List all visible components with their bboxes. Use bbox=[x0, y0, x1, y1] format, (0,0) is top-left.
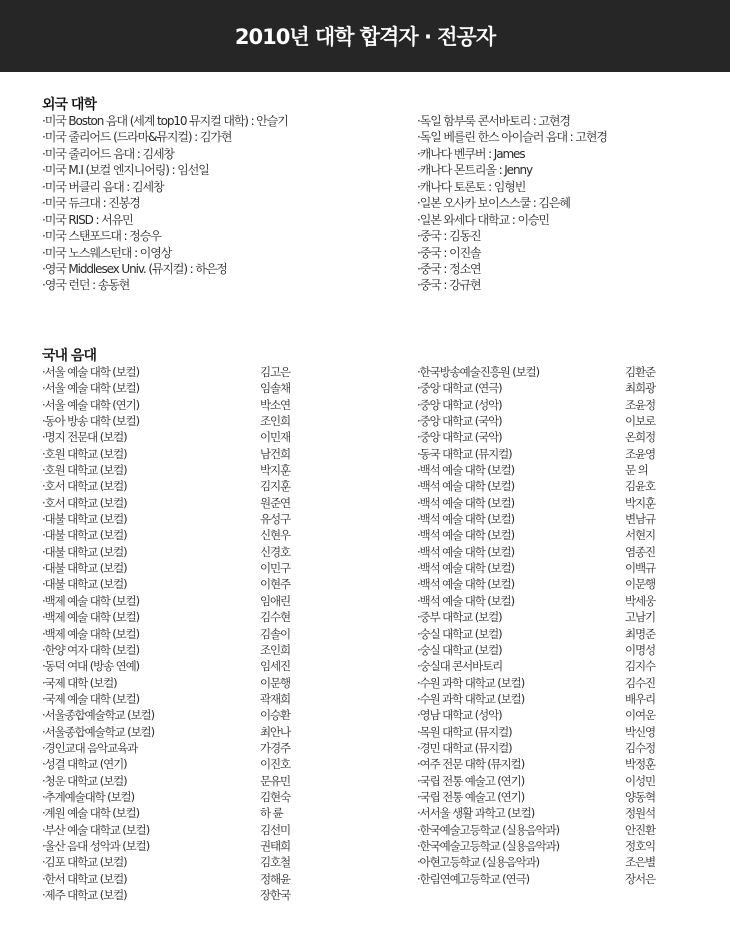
domestic-row bbox=[417, 560, 687, 576]
school-name: ·중앙 대학교 (연극) bbox=[417, 381, 502, 396]
domestic-row bbox=[42, 544, 312, 560]
student-name: 박세웅 bbox=[625, 593, 656, 608]
domestic-row bbox=[417, 609, 687, 625]
domestic-row bbox=[417, 822, 687, 838]
domestic-row bbox=[42, 871, 312, 887]
school-name: ·대불 대학교 (보컬) bbox=[42, 561, 127, 576]
student-name: 원준연 bbox=[260, 495, 291, 510]
foreign-school-item: ·중국 : 김동진 bbox=[417, 229, 481, 244]
student-name: 김고은 bbox=[260, 365, 291, 379]
domestic-row bbox=[417, 773, 687, 789]
school-name: ·호원 대학교 (보컬) bbox=[42, 446, 127, 461]
school-name: ·백석 예술 대학 (보컬) bbox=[417, 544, 515, 559]
school-name: ·국립 전통 예술고 (연기) bbox=[417, 789, 525, 804]
student-name: 최안나 bbox=[260, 724, 291, 739]
foreign-school-item: ·중국 : 정소연 bbox=[417, 261, 481, 276]
domestic-row bbox=[42, 707, 312, 723]
school-name: ·추계예술대학 (보컬) bbox=[42, 789, 134, 804]
student-name: 임솔채 bbox=[260, 381, 291, 396]
student-name: 김수진 bbox=[625, 675, 656, 690]
foreign-school-item: ·미국 듀크대 : 진봉경 bbox=[42, 196, 140, 211]
school-name: ·백석 예술 대학 (보컬) bbox=[417, 512, 515, 527]
student-name: 정원석 bbox=[625, 806, 656, 821]
domestic-row bbox=[42, 675, 312, 691]
student-name: 신경호 bbox=[260, 544, 291, 559]
domestic-row bbox=[42, 642, 312, 658]
foreign-school-item: ·캐나다 토론토 : 임형빈 bbox=[417, 179, 526, 194]
domestic-row bbox=[417, 397, 687, 413]
student-name: 정호익 bbox=[625, 838, 656, 853]
school-name: ·한국방송예술진흥원 (보컬) bbox=[417, 365, 539, 379]
student-name: 박정훈 bbox=[625, 757, 656, 772]
domestic-row bbox=[417, 364, 687, 380]
student-name: 배우리 bbox=[625, 691, 656, 706]
student-name: 남건희 bbox=[260, 446, 291, 461]
domestic-row bbox=[42, 609, 312, 625]
domestic-row bbox=[417, 446, 687, 462]
domestic-row bbox=[417, 593, 687, 609]
domestic-row bbox=[417, 871, 687, 887]
foreign-school-item: ·영국 런던 : 송동현 bbox=[42, 278, 130, 293]
student-name: 김수정 bbox=[625, 740, 656, 755]
domestic-row bbox=[417, 576, 687, 592]
domestic-row bbox=[42, 380, 312, 396]
domestic-row bbox=[42, 462, 312, 478]
student-name: 정해윤 bbox=[260, 871, 291, 886]
domestic-row bbox=[417, 642, 687, 658]
student-name: 곽재희 bbox=[260, 691, 291, 706]
student-name: 조은별 bbox=[625, 855, 656, 870]
student-name: 이백규 bbox=[625, 561, 656, 576]
domestic-row bbox=[417, 544, 687, 560]
student-name: 김지수 bbox=[625, 659, 656, 674]
domestic-row bbox=[417, 854, 687, 870]
student-name: 이민구 bbox=[260, 561, 291, 576]
school-name: ·백석 예술 대학 (보컬) bbox=[417, 593, 515, 608]
domestic-row bbox=[417, 462, 687, 478]
student-name: 이보로 bbox=[625, 414, 656, 429]
page-header bbox=[0, 0, 730, 72]
student-name: 박지훈 bbox=[260, 463, 291, 478]
school-name: ·한서 대학교 (보컬) bbox=[42, 871, 127, 886]
school-name: ·수원 과학 대학교 (보컬) bbox=[417, 675, 525, 690]
domestic-row bbox=[42, 626, 312, 642]
school-name: ·서울 예술 대학 (보컬) bbox=[42, 381, 140, 396]
domestic-row bbox=[417, 838, 687, 854]
student-name: 유성구 bbox=[260, 512, 291, 527]
student-name: 이승환 bbox=[260, 708, 291, 723]
domestic-row bbox=[42, 773, 312, 789]
school-name: ·국립 전통 예술고 (연기) bbox=[417, 773, 525, 788]
student-name: 박지훈 bbox=[625, 495, 656, 510]
foreign-school-item: ·독일 함부룩 콘서바토리 : 고현경 bbox=[417, 114, 570, 128]
domestic-row bbox=[42, 805, 312, 821]
student-name: 이문행 bbox=[260, 675, 291, 690]
school-name: ·대불 대학교 (보컬) bbox=[42, 577, 127, 592]
domestic-row bbox=[42, 822, 312, 838]
student-name: 변남규 bbox=[625, 512, 656, 527]
student-name: 권태희 bbox=[260, 838, 291, 853]
school-name: ·백석 예술 대학 (보컬) bbox=[417, 495, 515, 510]
school-name: ·명지 전문대 (보컬) bbox=[42, 430, 127, 445]
student-name: 최희광 bbox=[625, 381, 656, 396]
student-name: 가경주 bbox=[260, 740, 291, 755]
foreign-school-item: ·미국 버클리 음대 : 김세창 bbox=[42, 179, 164, 194]
school-name: ·중앙 대학교 (국악) bbox=[417, 430, 502, 445]
student-name: 김솔이 bbox=[260, 626, 291, 641]
student-name: 문유민 bbox=[260, 773, 291, 788]
student-name: 이민재 bbox=[260, 430, 291, 445]
school-name: ·숭실 대학교 (보컬) bbox=[417, 642, 502, 657]
school-name: ·호원 대학교 (보컬) bbox=[42, 463, 127, 478]
student-name: 이성민 bbox=[625, 773, 656, 788]
domestic-row bbox=[42, 511, 312, 527]
domestic-row bbox=[42, 756, 312, 772]
student-name: 이문행 bbox=[625, 577, 656, 592]
school-name: ·여주 전문 대학 (뮤지컬) bbox=[417, 757, 525, 772]
school-name: ·백석 예술 대학 (보컬) bbox=[417, 479, 515, 494]
school-name: ·서서울 생활 과학고 (보컬) bbox=[417, 806, 535, 821]
school-name: ·한양 여자 대학 (보컬) bbox=[42, 642, 140, 657]
domestic-row bbox=[42, 576, 312, 592]
school-name: ·대불 대학교 (보컬) bbox=[42, 528, 127, 543]
school-name: ·중앙 대학교 (성악) bbox=[417, 397, 502, 412]
school-name: ·서울종합예술학교 (보컬) bbox=[42, 708, 154, 723]
student-name: 임세진 bbox=[260, 659, 291, 674]
school-name: ·경인교대 음악교육과 bbox=[42, 740, 138, 755]
school-name: ·한국예술고등학교 (실용음악과) bbox=[417, 822, 559, 837]
student-name: 조윤영 bbox=[625, 446, 656, 461]
domestic-row bbox=[417, 691, 687, 707]
domestic-row bbox=[417, 511, 687, 527]
student-name: 서현지 bbox=[625, 528, 656, 543]
foreign-school-item: ·미국 RISD : 서유민 bbox=[42, 212, 133, 227]
foreign-school-item: ·일본 오사카 보이스스쿨 : 김은혜 bbox=[417, 196, 570, 211]
domestic-row bbox=[42, 724, 312, 740]
foreign-school-item: ·캐나다 몬트리올 : Jenny bbox=[417, 163, 532, 178]
domestic-row bbox=[417, 626, 687, 642]
school-name: ·김포 대학교 (보컬) bbox=[42, 855, 127, 870]
domestic-row bbox=[42, 560, 312, 576]
school-name: ·서울종합예술학교 (보컬) bbox=[42, 724, 154, 739]
domestic-row bbox=[417, 478, 687, 494]
domestic-row bbox=[42, 691, 312, 707]
domestic-row bbox=[42, 478, 312, 494]
student-name: 신현우 bbox=[260, 528, 291, 543]
domestic-row bbox=[42, 429, 312, 445]
domestic-row bbox=[42, 397, 312, 413]
student-name: 김현숙 bbox=[260, 789, 291, 804]
domestic-row bbox=[417, 789, 687, 805]
foreign-school-item: ·독일 베를린 한스 아이슬러 음대 : 고현경 bbox=[417, 130, 607, 145]
school-name: ·동덕 여대 (방송 연예) bbox=[42, 659, 140, 674]
domestic-row bbox=[417, 805, 687, 821]
foreign-list-left bbox=[42, 113, 402, 294]
student-name: 하 륜 bbox=[260, 806, 283, 821]
student-name: 장한국 bbox=[260, 888, 291, 902]
foreign-school-item: ·중국 : 이진솔 bbox=[417, 245, 481, 260]
school-name: ·성결 대학교 (연기) bbox=[42, 757, 127, 772]
foreign-list-right bbox=[417, 113, 717, 294]
school-name: ·숭실 대학교 (보컬) bbox=[417, 626, 502, 641]
school-name: ·호서 대학교 (보컬) bbox=[42, 479, 127, 494]
student-name: 김윤호 bbox=[625, 479, 656, 494]
domestic-row bbox=[417, 527, 687, 543]
domestic-row bbox=[417, 724, 687, 740]
student-name: 조인희 bbox=[260, 642, 291, 657]
domestic-row bbox=[42, 658, 312, 674]
domestic-section-title: 국내 음대 bbox=[42, 348, 96, 364]
school-name: ·경민 대학교 (뮤지컬) bbox=[417, 740, 512, 755]
student-name: 이명성 bbox=[625, 642, 656, 657]
page-title: 2010년 대학 합격자 · 전공자 bbox=[234, 25, 496, 49]
school-name: ·국제 대학 (보컬) bbox=[42, 675, 117, 690]
school-name: ·대불 대학교 (보컬) bbox=[42, 512, 127, 527]
school-name: ·중앙 대학교 (국악) bbox=[417, 414, 502, 429]
school-name: ·숭실대 콘서바토리 bbox=[417, 659, 503, 674]
student-name: 김선미 bbox=[260, 822, 291, 837]
student-name: 김지훈 bbox=[260, 479, 291, 494]
school-name: ·부산 예술 대학교 (보컬) bbox=[42, 822, 150, 837]
domestic-list-right bbox=[417, 364, 687, 887]
foreign-school-item: ·미국 Boston 음대 (세계 top10 뮤지컬 대학) : 안슬기 bbox=[42, 114, 288, 128]
school-name: ·백석 예술 대학 (보컬) bbox=[417, 463, 515, 478]
domestic-row bbox=[417, 740, 687, 756]
school-name: ·아현고등학교 (실용음악과) bbox=[417, 855, 539, 870]
student-name: 최명준 bbox=[625, 626, 656, 641]
school-name: ·목원 대학교 (뮤지컬) bbox=[417, 724, 512, 739]
student-name: 이여운 bbox=[625, 708, 656, 723]
domestic-row bbox=[42, 527, 312, 543]
school-name: ·중부 대학교 (보컬) bbox=[417, 610, 502, 625]
student-name: 김수현 bbox=[260, 610, 291, 625]
domestic-row bbox=[42, 364, 312, 380]
foreign-section-title: 외국 대학 bbox=[42, 97, 96, 113]
domestic-row bbox=[42, 887, 312, 903]
student-name: 온희정 bbox=[625, 430, 656, 445]
domestic-row bbox=[417, 707, 687, 723]
school-name: ·제주 대학교 (보컬) bbox=[42, 888, 127, 902]
school-name: ·서울 예술 대학 (연기) bbox=[42, 397, 140, 412]
school-name: ·동아 방송 대학 (보컬) bbox=[42, 414, 140, 429]
school-name: ·한림연예고등학교 (연극) bbox=[417, 871, 529, 886]
domestic-row bbox=[417, 413, 687, 429]
student-name: 조윤정 bbox=[625, 397, 656, 412]
domestic-row bbox=[417, 658, 687, 674]
domestic-row bbox=[42, 593, 312, 609]
school-name: ·백석 예술 대학 (보컬) bbox=[417, 577, 515, 592]
student-name: 조인희 bbox=[260, 414, 291, 429]
student-name: 안진환 bbox=[625, 822, 656, 837]
student-name: 김호철 bbox=[260, 855, 291, 870]
foreign-school-item: ·중국 : 강규현 bbox=[417, 278, 481, 293]
student-name: 고남기 bbox=[625, 610, 656, 625]
school-name: ·서울 예술 대학 (보컬) bbox=[42, 365, 140, 379]
student-name: 임애린 bbox=[260, 593, 291, 608]
foreign-school-item: ·영국 Middlesex Univ. (뮤지컬) : 하은정 bbox=[42, 261, 227, 276]
foreign-school-item: ·미국 노스웨스턴대 : 이영상 bbox=[42, 245, 172, 260]
student-name: 문 의 bbox=[625, 463, 648, 478]
student-name: 양동혁 bbox=[625, 789, 656, 804]
student-name: 이진호 bbox=[260, 757, 291, 772]
foreign-school-item: ·일본 와세다 대학교 : 이승민 bbox=[417, 212, 549, 227]
foreign-school-item: ·미국 M.I (보컬 엔지니어링) : 임선일 bbox=[42, 163, 209, 178]
domestic-row bbox=[42, 446, 312, 462]
domestic-row bbox=[417, 380, 687, 396]
student-name: 박소연 bbox=[260, 397, 291, 412]
school-name: ·백제 예술 대학 (보컬) bbox=[42, 626, 140, 641]
domestic-row bbox=[42, 789, 312, 805]
school-name: ·계원 예술 대학 (보컬) bbox=[42, 806, 140, 821]
school-name: ·백석 예술 대학 (보컬) bbox=[417, 561, 515, 576]
domestic-row bbox=[42, 740, 312, 756]
foreign-school-item: ·미국 스탠포드대 : 정승우 bbox=[42, 229, 161, 244]
student-name: 김환준 bbox=[625, 365, 656, 379]
foreign-school-item: ·미국 줄리어드 음대 : 김세창 bbox=[42, 146, 174, 161]
school-name: ·국제 예술 대학 (보컬) bbox=[42, 691, 140, 706]
school-name: ·백석 예술 대학 (보컬) bbox=[417, 528, 515, 543]
domestic-row bbox=[42, 413, 312, 429]
school-name: ·수원 과학 대학교 (보컬) bbox=[417, 691, 525, 706]
domestic-list-left bbox=[42, 364, 312, 903]
school-name: ·한국예술고등학교 (실용음악과) bbox=[417, 838, 559, 853]
school-name: ·울산 음대 성악과 (보컬) bbox=[42, 838, 150, 853]
foreign-school-item: ·미국 줄리어드 (드라마&뮤지컬) : 김가현 bbox=[42, 130, 232, 145]
student-name: 장서은 bbox=[625, 871, 656, 886]
school-name: ·동국 대학교 (뮤지컬) bbox=[417, 446, 512, 461]
student-name: 이현주 bbox=[260, 577, 291, 592]
school-name: ·청운 대학교 (보컬) bbox=[42, 773, 127, 788]
domestic-row bbox=[417, 495, 687, 511]
domestic-row bbox=[42, 838, 312, 854]
domestic-row bbox=[417, 675, 687, 691]
school-name: ·백제 예술 대학 (보컬) bbox=[42, 593, 140, 608]
school-name: ·백제 예술 대학 (보컬) bbox=[42, 610, 140, 625]
foreign-school-item: ·캐나다 벤쿠버 : James bbox=[417, 146, 525, 161]
school-name: ·호서 대학교 (보컬) bbox=[42, 495, 127, 510]
domestic-row bbox=[42, 854, 312, 870]
school-name: ·영남 대학교 (성악) bbox=[417, 708, 502, 723]
domestic-row bbox=[417, 429, 687, 445]
domestic-row bbox=[417, 756, 687, 772]
school-name: ·대불 대학교 (보컬) bbox=[42, 544, 127, 559]
student-name: 박신영 bbox=[625, 724, 656, 739]
student-name: 염종진 bbox=[625, 544, 656, 559]
domestic-row bbox=[42, 495, 312, 511]
